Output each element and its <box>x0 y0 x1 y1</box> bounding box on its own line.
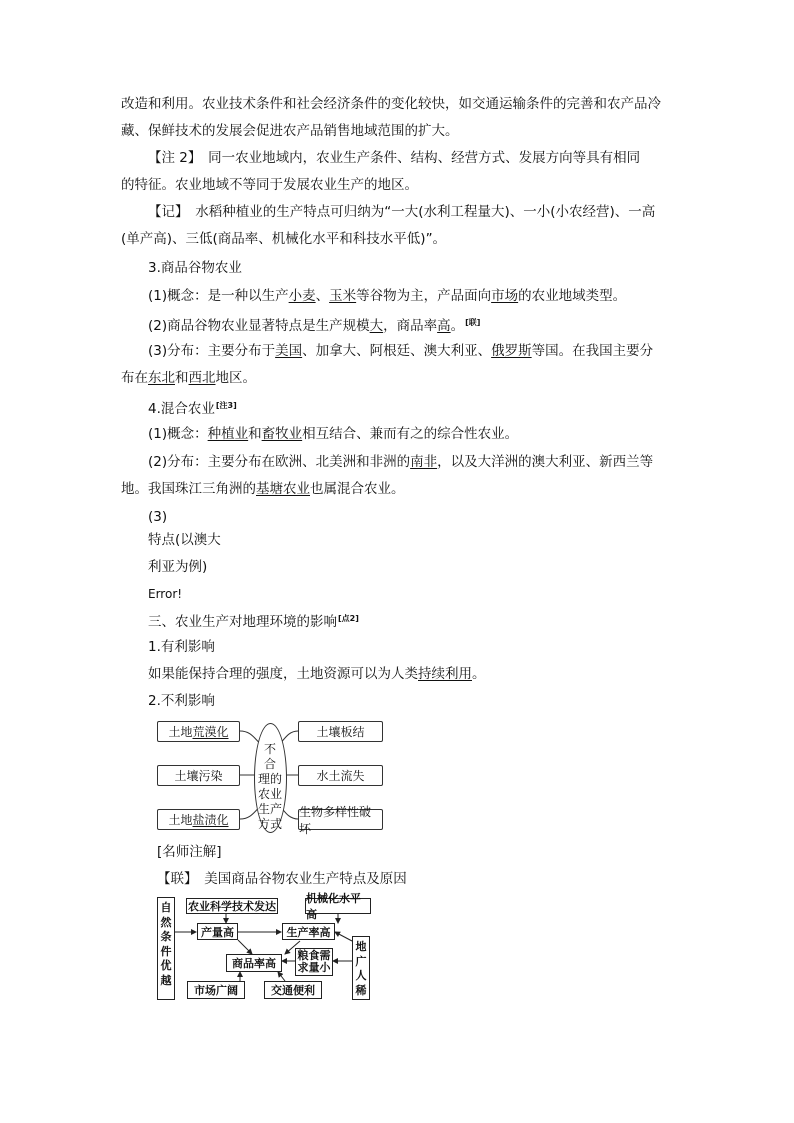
underlined-term: 美国 <box>275 343 303 359</box>
vchar: 稀 <box>355 983 367 997</box>
center-char: 方式 <box>258 817 283 831</box>
text: 土地 <box>168 725 193 739</box>
vchar: 件 <box>160 944 172 958</box>
underlined-term: 玉米 <box>329 288 357 304</box>
market-box: 市场广阔 <box>187 981 245 999</box>
text: 土地 <box>168 813 193 827</box>
impact-biodiversity-loss: 生物多样性破坏 <box>298 809 383 830</box>
flow-arrow <box>278 972 285 981</box>
note2-line: 的特征。农业地域不等同于发展农业生产的地区。 <box>121 177 418 193</box>
text: 。 <box>450 318 465 334</box>
underlined-term: 种植业 <box>207 426 249 442</box>
text: 等谷物为主，产品面向 <box>356 288 492 304</box>
note-tag: [注3] <box>215 401 237 410</box>
text: 地区。 <box>215 370 256 386</box>
flow-arrow <box>335 932 352 941</box>
text: 相互结合、兼而有之的综合性农业。 <box>302 426 519 442</box>
center-char: 农业 <box>258 787 283 801</box>
paragraph-line: 改造和利用。农业技术条件和社会经济条件的变化较快，如交通运输条件的完善和农产品冷 <box>121 96 661 112</box>
text: 粮食需 <box>297 949 331 962</box>
item3-text: 利亚为例) <box>148 559 208 575</box>
yield-box: 产量高 <box>197 923 238 940</box>
productivity-box: 生产率高 <box>282 923 335 940</box>
memo-line: 【记】 水稻种植业的生产特点可归纳为“一大(水利工程量大)、一小(小农经营)、一高 <box>148 204 656 220</box>
vchar: 越 <box>160 973 172 987</box>
text: 和 <box>175 370 189 386</box>
vchar: 自 <box>160 901 172 914</box>
text: 4.混合农业 <box>148 401 215 417</box>
text: 等国。在我国主要分 <box>531 343 654 359</box>
center-char: 合 <box>263 757 276 771</box>
commodity-rate-box: 商品率高 <box>226 954 282 972</box>
text: 土壤污染 <box>174 769 223 783</box>
text: ，以及大洋洲的澳大利亚、新西兰等 <box>437 454 654 470</box>
underlined-term: 小麦 <box>288 288 316 304</box>
text: 如果能保持合理的强度，土地资源可以为人类 <box>148 666 418 682</box>
text: (1)概念：是一种以生产 <box>148 288 289 304</box>
vchar: 人 <box>355 969 367 982</box>
item3-label: (3) <box>148 509 168 525</box>
impact-soil-erosion: 水土流失 <box>298 765 383 786</box>
item3-text: 特点(以澳大 <box>148 532 221 548</box>
underlined-term: 俄罗斯 <box>491 343 532 359</box>
text: 三、农业生产对地理环境的影响 <box>148 614 337 630</box>
impact-soil-compaction: 土壤板结 <box>298 721 383 742</box>
vchar: 广 <box>355 954 367 968</box>
text: 布在 <box>121 370 148 386</box>
underlined-term: 大 <box>369 318 384 334</box>
vchar: 优 <box>160 959 172 972</box>
section-title: 3.商品谷物农业 <box>148 260 242 276</box>
center-char: 理的 <box>258 772 283 786</box>
text: 求量小 <box>297 961 331 974</box>
text: 地。我国珠江三角洲的 <box>121 481 256 497</box>
text: 的农业地域类型。 <box>518 288 627 304</box>
vchar: 地 <box>355 940 367 953</box>
text: (1)概念： <box>148 426 208 442</box>
tech-box: 农业科学技术发达 <box>188 900 276 913</box>
center-char: 生产 <box>258 802 283 816</box>
memo-line: (单产高)、三低(商品率、机械化水平和科技水平低)”。 <box>121 231 447 247</box>
natural-conditions-box <box>157 897 175 1000</box>
grain-demand-box <box>295 948 333 976</box>
vchar: 条 <box>160 930 172 943</box>
underlined-term: 畜牧业 <box>261 426 303 442</box>
underlined-term: 高 <box>437 318 451 334</box>
sparse-population-box <box>352 936 370 1000</box>
flow-arrow <box>238 940 252 954</box>
center-char: 不 <box>263 742 276 756</box>
link-tag: [联] <box>465 318 481 327</box>
underlined-term: 盐渍化 <box>192 813 229 827</box>
note2-line: 【注 2】 同一农业地域内，农业生产条件、结构、经营方式、发展方向等具有相同 <box>148 150 641 166</box>
text: (2)商品谷物农业显著特点是生产规模 <box>148 318 370 334</box>
point-tag: [点2] <box>338 614 359 623</box>
underlined-term: 东北 <box>148 370 175 386</box>
underlined-term: 市场 <box>491 288 519 304</box>
mechanization-box: 机械化水平高 <box>305 898 371 914</box>
text: 也属混合农业。 <box>310 481 405 497</box>
underlined-term: 南非 <box>410 454 438 470</box>
underlined-term: 持续利用 <box>418 666 472 682</box>
paragraph-line: 藏、保鲜技术的发展会促进农产品销售地域范围的扩大。 <box>121 123 459 139</box>
traffic-box: 交通便利 <box>264 981 322 999</box>
text: 、 <box>315 288 330 304</box>
underlined-term: 荒漠化 <box>192 725 229 739</box>
text: (2)分布：主要分布在欧洲、北美洲和非洲的 <box>148 454 411 470</box>
lian-title: 【联】 美国商品谷物农业生产特点及原因 <box>157 871 407 887</box>
text: 。 <box>472 666 486 682</box>
vchar: 然 <box>160 915 172 929</box>
underlined-term: 西北 <box>188 370 216 386</box>
text: 和 <box>248 426 262 442</box>
subsection-title: 1.有利影响 <box>148 639 215 655</box>
teacher-notes-label: [名师注解] <box>157 844 222 860</box>
underlined-term: 基塘农业 <box>256 481 310 497</box>
text: (3)分布：主要分布于 <box>148 343 276 359</box>
subsection-title: 2.不利影响 <box>148 693 215 709</box>
text: 、加拿大、阿根廷、澳大利亚、 <box>302 343 492 359</box>
error-text: Error! <box>148 587 183 601</box>
text: ，商品率 <box>383 318 438 334</box>
